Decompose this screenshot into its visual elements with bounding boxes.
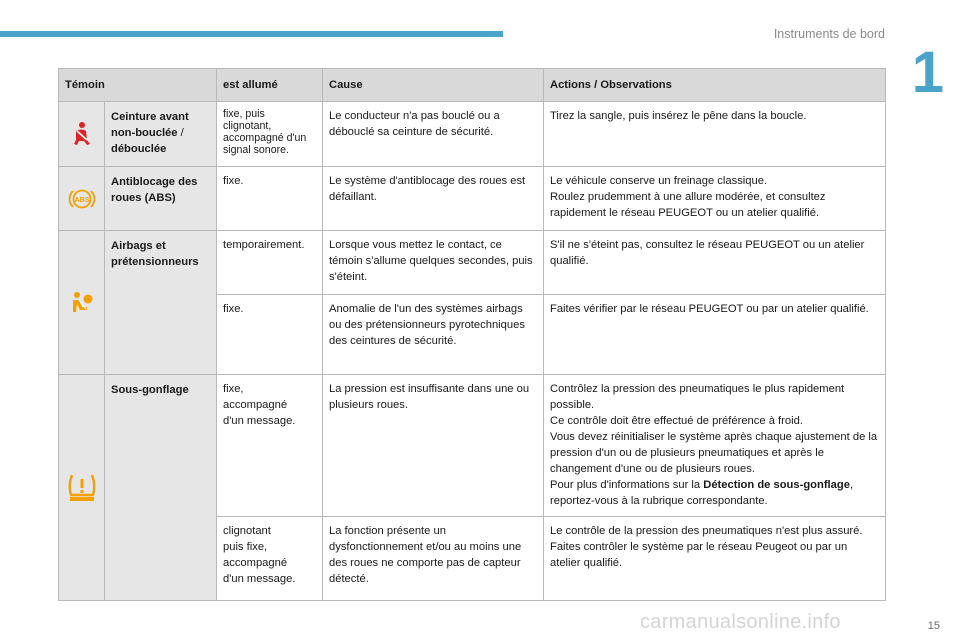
- icon-cell: [59, 102, 105, 167]
- tyre-lit-1c: d'un message.: [223, 415, 296, 427]
- label-cell: [105, 102, 217, 167]
- tyre-lit-1: [217, 375, 323, 517]
- header-cause: Cause: [323, 69, 544, 102]
- airbag-lit-2: fixe.: [217, 295, 323, 375]
- seatbelt-label-3: débouclée: [111, 143, 167, 155]
- table-row: [59, 167, 886, 231]
- tyre-actions-1a: Contrôlez la pression des pneumatiques le plus rapidement possible.: [550, 383, 845, 411]
- tyre-actions-1d: [550, 477, 879, 509]
- tyre-actions-1b: Ce contrôle doit être effectué de préférence à froid.: [550, 415, 803, 427]
- abs-actions-1: Le véhicule conserve un freinage classique.: [550, 175, 768, 187]
- tyre-actions-1d-bold: Détection de sous-gonflage: [703, 479, 850, 491]
- airbag-lit-1: temporairement.: [217, 231, 323, 295]
- tyre-label: Sous-gonflage: [105, 375, 217, 601]
- seatbelt-lit: fixe, puis clignotant, accompagné d'un signal sonore.: [217, 102, 323, 167]
- seatbelt-actions: Tirez la sangle, puis insérez le pêne dans la boucle.: [544, 102, 886, 167]
- airbag-cause-2: Anomalie de l'un des systèmes airbags ou des prétensionneurs pyrotechniques des ceintures de sécurité.: [323, 295, 544, 375]
- warning-lamps-table: [58, 68, 886, 601]
- header-lit: est allumé: [217, 69, 323, 102]
- abs-warning-icon: [68, 187, 96, 211]
- abs-actions: [544, 167, 886, 231]
- tyre-lit-1b: accompagné: [223, 399, 288, 411]
- tyre-cause-1: La pression est insuffisante dans une ou plusieurs roues.: [323, 375, 544, 517]
- tyre-cause-2: La fonction présente un dysfonctionnement et/ou au moins une des roues ne comporte pas de capteur détecté.: [323, 517, 544, 601]
- icon-cell: [59, 231, 105, 375]
- tyre-actions-1d-pre: Pour plus d'informations sur la: [550, 479, 704, 491]
- seatbelt-label-1: Ceinture avant: [111, 111, 189, 123]
- tyre-actions-1d-post: , reportez-vous à la rubrique correspondante.: [550, 479, 854, 507]
- tyre-lit-2c: accompagné: [223, 557, 288, 569]
- abs-label: Antiblocage des roues (ABS): [105, 167, 217, 231]
- seatbelt-label-2: non-bouclée: [111, 127, 178, 139]
- tyre-actions-1c: Vous devez réinitialiser le système après chaque ajustement de la pression d'un ou de plusieurs pneumatiques et après le changement d'une ou de plusieurs roues.: [550, 431, 878, 475]
- icon-cell: [59, 375, 105, 601]
- tyre-actions-2a: Le contrôle de la pression des pneumatiques n'est plus assuré.: [550, 525, 863, 537]
- tyre-actions-2: [544, 517, 886, 601]
- watermark: carmanualsonline.info: [640, 611, 841, 633]
- table-row: [59, 375, 886, 517]
- table-row: [59, 102, 886, 167]
- seatbelt-label-sep: /: [177, 127, 184, 139]
- airbag-label: Airbags et prétensionneurs: [105, 231, 217, 375]
- tyre-lit-2a: clignotant: [223, 525, 271, 537]
- airbag-actions-1: S'il ne s'éteint pas, consultez le réseau PEUGEOT ou un atelier qualifié.: [544, 231, 886, 295]
- abs-lit: fixe.: [217, 167, 323, 231]
- tyre-lit-2b: puis fixe,: [223, 541, 268, 553]
- chapter-number: 1: [911, 40, 944, 105]
- abs-actions-2: Roulez prudemment à une allure modérée, et consultez rapidement le réseau PEUGEOT ou un atelier qualifié.: [550, 191, 826, 219]
- tyre-actions-2b: Faites contrôler le système par le réseau Peugeot ou par un atelier qualifié.: [550, 541, 848, 569]
- table-header-row: [59, 69, 886, 102]
- icon-cell: [59, 167, 105, 231]
- airbag-cause-1: Lorsque vous mettez le contact, ce témoin s'allume quelques secondes, puis s'éteint.: [323, 231, 544, 295]
- tyre-lit-2: [217, 517, 323, 601]
- tyre-actions-1: [544, 375, 886, 517]
- seatbelt-cause: Le conducteur n'a pas bouclé ou a débouclé sa ceinture de sécurité.: [323, 102, 544, 167]
- tyre-lit-1a: fixe,: [223, 383, 244, 395]
- header-actions: Actions / Observations: [544, 69, 886, 102]
- svg-text:ABS: ABS: [74, 196, 89, 204]
- table-row: [59, 231, 886, 295]
- header-witness: Témoin: [59, 69, 217, 102]
- seatbelt-warning-icon: [71, 121, 93, 147]
- header-accent-bar: [0, 31, 503, 37]
- tyre-pressure-warning-icon: [65, 471, 99, 505]
- airbag-actions-2: Faites vérifier par le réseau PEUGEOT ou par un atelier qualifié.: [544, 295, 886, 375]
- airbag-warning-icon: [69, 290, 95, 316]
- page-number: 15: [927, 620, 940, 632]
- tyre-lit-2d: d'un message.: [223, 573, 296, 585]
- section-title: Instruments de bord: [773, 27, 885, 41]
- abs-cause: Le système d'antiblocage des roues est défaillant.: [323, 167, 544, 231]
